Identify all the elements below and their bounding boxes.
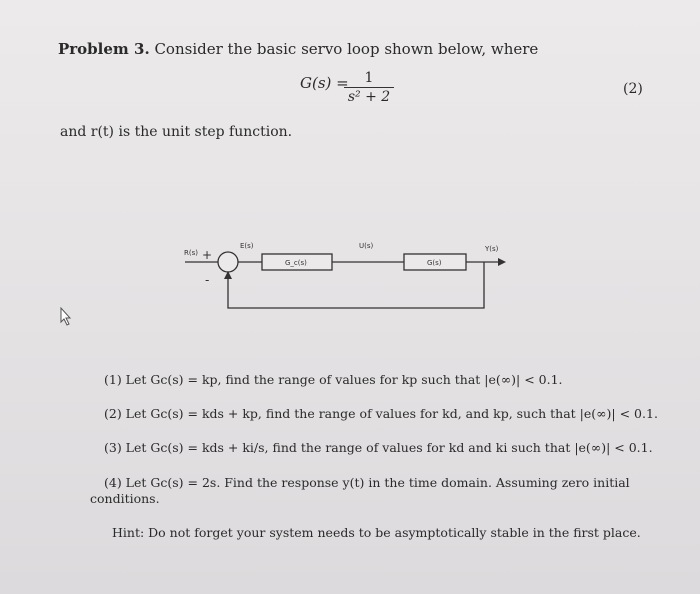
equation-lhs: G(s) = <box>300 74 349 92</box>
hint-text: Hint: Do not forget your system needs to be asymptotically stable in the first place. <box>112 525 641 540</box>
controller-label: G_c(s) <box>285 259 307 267</box>
output-arrow <box>498 258 506 266</box>
equation-number: (2) <box>623 81 643 97</box>
e-label: E(s) <box>240 242 254 250</box>
summing-junction <box>218 252 238 272</box>
step-input-text: and r(t) is the unit step function. <box>60 124 293 140</box>
u-label: U(s) <box>359 242 374 250</box>
equation-numerator: 1 <box>364 70 374 86</box>
plant-label: G(s) <box>427 259 442 267</box>
equation-denominator: s² + 2 <box>347 89 391 105</box>
question-4-continued: conditions. <box>90 491 160 506</box>
question-2: (2) Let Gc(s) = kds + kp, find the range of values for kd, and kp, such that |e(∞)| < 0.1. <box>104 406 658 421</box>
plus-sign: + <box>202 248 213 262</box>
mouse-cursor-icon <box>61 308 70 325</box>
y-label: Y(s) <box>485 245 499 253</box>
minus-sign: - <box>205 273 210 287</box>
question-3: (3) Let Gc(s) = kds + ki/s, find the range of values for kd and ki such that |e(∞)| < 0.1. <box>104 440 653 455</box>
r-label: R(s) <box>184 249 198 257</box>
problem-label: Problem 3. <box>58 40 150 58</box>
problem-intro: Consider the basic servo loop shown below, where <box>154 40 539 58</box>
question-1: (1) Let Gc(s) = kp, find the range of values for kp such that |e(∞)| < 0.1. <box>104 372 563 387</box>
question-4: (4) Let Gc(s) = 2s. Find the response y(t) in the time domain. Assuming zero initial <box>104 475 630 490</box>
